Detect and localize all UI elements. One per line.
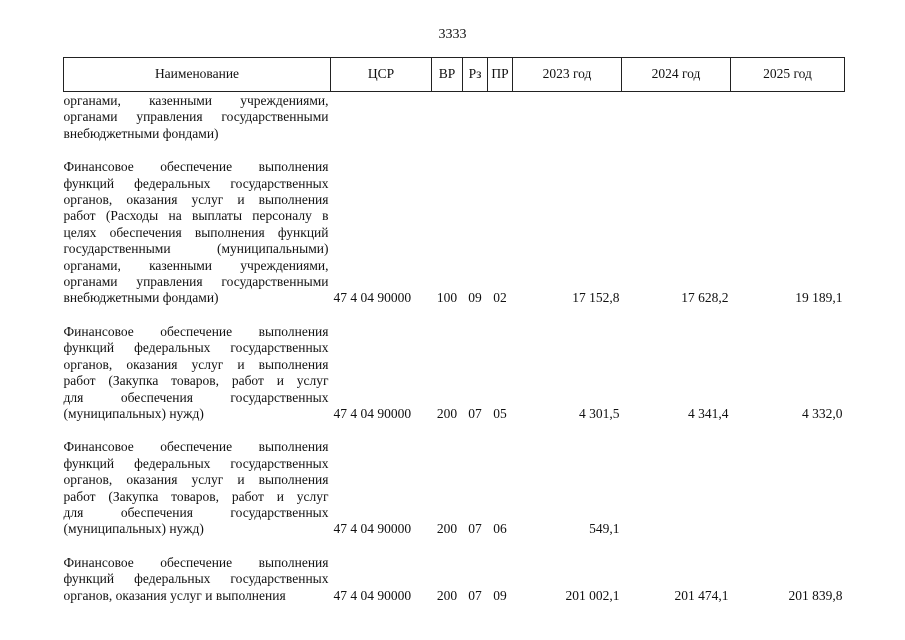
cell-name	[64, 92, 331, 160]
cell-pr	[488, 92, 513, 160]
cell-year-2023: 201 002,1	[565, 587, 620, 603]
table-body	[64, 92, 845, 604]
name-line: работ (Закупка товаров, работ и услуг	[63, 488, 329, 504]
cell-name	[64, 439, 331, 554]
table-row	[64, 324, 845, 439]
cell-pr: 02	[493, 290, 507, 306]
cell-year-2024	[622, 439, 731, 554]
name-line: органов, оказания услуг и выполнения	[63, 192, 329, 208]
cell-name	[64, 159, 331, 324]
name-line: органов, оказания услуг и выполнения	[63, 472, 329, 488]
cell-year-2025	[731, 92, 845, 160]
table-row	[64, 159, 845, 324]
name-line: органами, казенными учреждениями,	[63, 257, 329, 273]
cell-pr: 09	[493, 587, 507, 603]
name-line: функций федеральных государственных	[63, 340, 329, 356]
table-row	[64, 92, 845, 160]
cell-pr: 06	[493, 521, 507, 537]
table-header	[64, 58, 845, 92]
page-number: 3333	[438, 27, 467, 42]
name-line: внебюджетными фондами)	[63, 290, 219, 306]
name-line: целях обеспечения выполнения функций	[63, 224, 329, 240]
cell-name	[64, 555, 331, 604]
cell-csr: 47 4 04 90000	[333, 405, 412, 421]
cell-rz: 09	[468, 290, 482, 306]
cell-vr	[432, 92, 463, 160]
cell-year-2025	[731, 439, 845, 554]
cell-pr: 05	[493, 405, 507, 421]
name-line: работ (Расходы на выплаты персоналу в	[63, 208, 329, 224]
cell-rz: 07	[468, 587, 482, 603]
cell-vr: 200	[436, 405, 458, 421]
name-line: функций федеральных государственных	[63, 571, 329, 587]
name-line: функций федеральных государственных	[63, 455, 329, 471]
table-row	[64, 555, 845, 604]
cell-rz	[463, 92, 488, 160]
cell-year-2025: 4 332,0	[802, 405, 843, 421]
name-line: Финансовое обеспечение выполнения	[63, 439, 329, 455]
cell-csr: 47 4 04 90000	[333, 587, 412, 603]
cell-year-2024	[622, 92, 731, 160]
header-rz: Рз	[463, 58, 488, 92]
name-line: (муниципальных) нужд)	[63, 405, 204, 421]
name-line: для обеспечения государственных	[63, 504, 329, 520]
cell-rz: 07	[468, 405, 482, 421]
name-line: органов, оказания услуг и выполнения	[63, 356, 329, 372]
cell-year-2024: 201 474,1	[674, 587, 729, 603]
cell-csr: 47 4 04 90000	[333, 290, 412, 306]
header-2023: 2023 год	[513, 58, 622, 92]
header-2025: 2025 год	[731, 58, 845, 92]
header-csr: ЦСР	[331, 58, 432, 92]
header-vr: ВР	[432, 58, 463, 92]
cell-year-2023: 549,1	[589, 521, 620, 537]
cell-name	[64, 324, 331, 439]
name-line: внебюджетными фондами)	[63, 125, 219, 141]
cell-csr	[331, 92, 432, 160]
cell-rz: 07	[468, 521, 482, 537]
cell-year-2023: 17 152,8	[572, 290, 620, 306]
name-line: государственными (муниципальными)	[63, 241, 329, 257]
cell-csr: 47 4 04 90000	[333, 521, 412, 537]
name-line: для обеспечения государственных	[63, 389, 329, 405]
header-pr: ПР	[488, 58, 513, 92]
cell-year-2025: 201 839,8	[788, 587, 843, 603]
header-name: Наименование	[64, 58, 331, 92]
cell-vr: 200	[436, 587, 458, 603]
cell-year-2023	[513, 92, 622, 160]
cell-vr: 200	[436, 521, 458, 537]
cell-vr: 100	[436, 290, 458, 306]
name-line: Финансовое обеспечение выполнения	[63, 554, 329, 570]
name-line: органами, казенными учреждениями,	[63, 93, 329, 108]
name-line: Финансовое обеспечение выполнения	[63, 323, 329, 339]
cell-year-2024: 4 341,4	[688, 405, 729, 421]
cell-year-2025: 19 189,1	[795, 290, 843, 306]
name-line: Финансовое обеспечение выполнения	[63, 159, 329, 175]
name-line: органов, оказания услуг и выполнения	[63, 587, 286, 603]
cell-year-2024: 17 628,2	[681, 290, 729, 306]
table-row	[64, 439, 845, 554]
name-line: (муниципальных) нужд)	[63, 521, 204, 537]
name-line: органами управления государственными	[63, 109, 329, 125]
budget-table	[63, 57, 845, 604]
name-line: функций федеральных государственных	[63, 175, 329, 191]
header-2024: 2024 год	[622, 58, 731, 92]
cell-year-2023: 4 301,5	[579, 405, 620, 421]
name-line: работ (Закупка товаров, работ и услуг	[63, 373, 329, 389]
name-line: органами управления государственными	[63, 274, 329, 290]
